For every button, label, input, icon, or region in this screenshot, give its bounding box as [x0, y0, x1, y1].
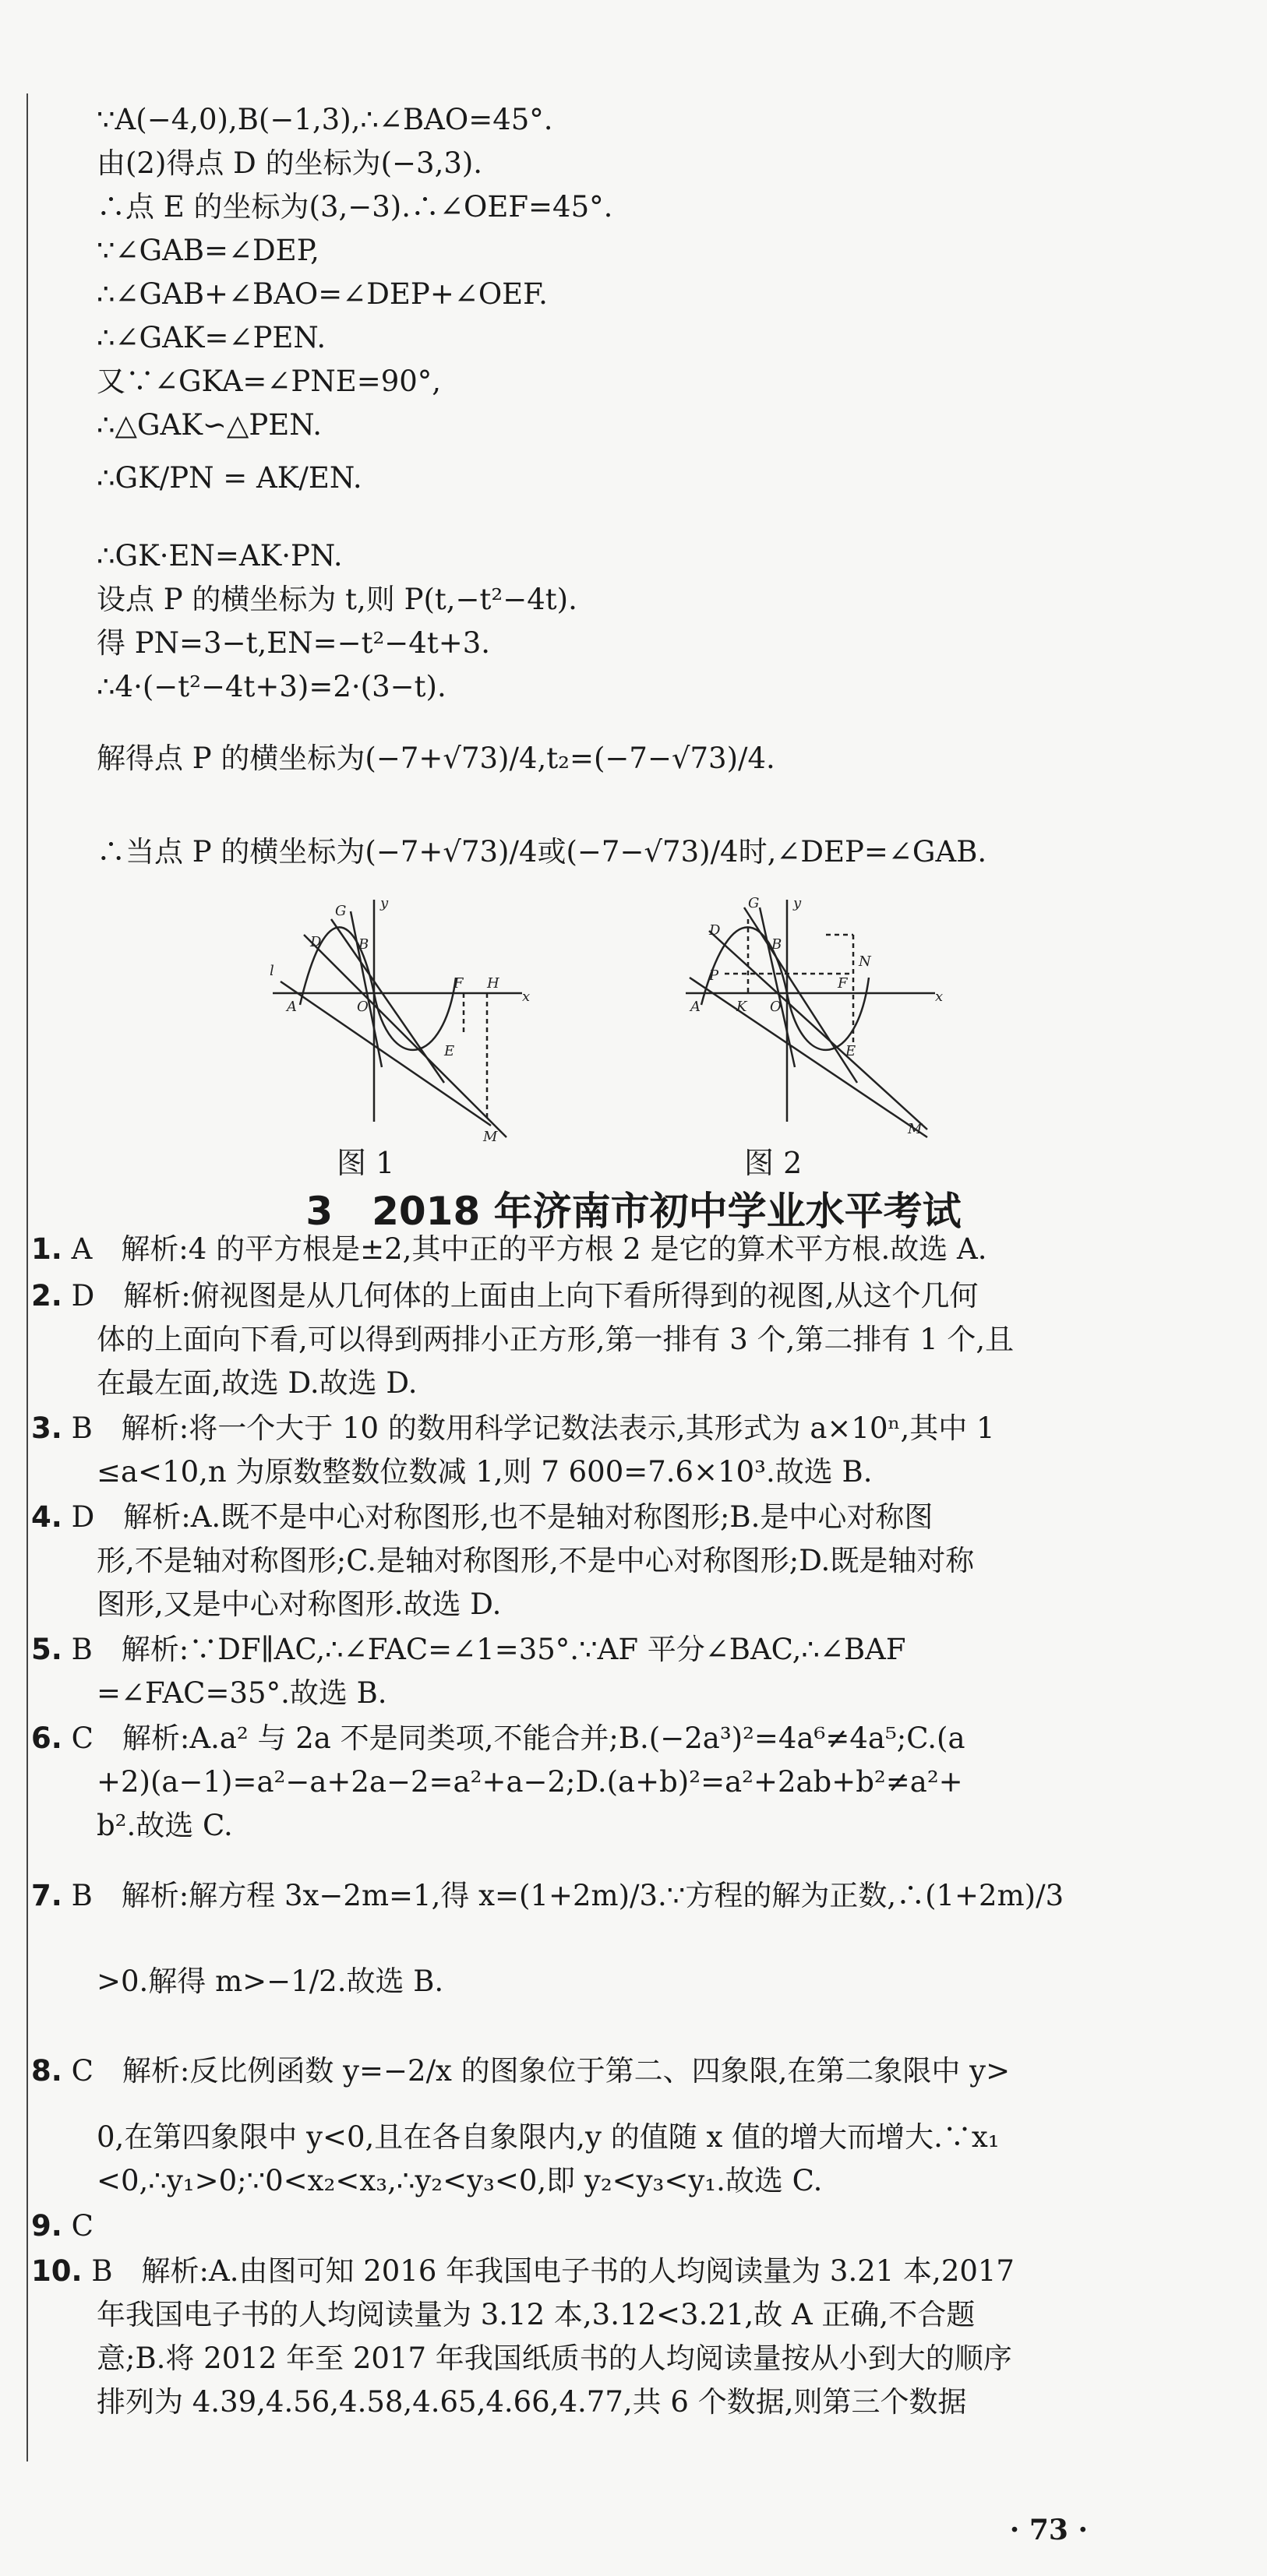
answer-row: 10. B 解析:A.由图可知 2016 年我国电子书的人均阅读量为 3.21 本,2017	[31, 2254, 1015, 2288]
answer-row: 4. D 解析:A.既不是中心对称图形,也不是轴对称图形;B.是中心对称图	[31, 1500, 933, 1534]
label-P: P	[709, 967, 719, 984]
answer-row: 6. C 解析:A.a² 与 2a 不是同类项,不能合并;B.(−2a³)²=4a⁶≠4a⁵;C.(a	[31, 1721, 965, 1755]
label-E: E	[444, 1043, 455, 1059]
derivation-line: 设点 P 的横坐标为 t,则 P(t,−t²−4t).	[97, 583, 577, 616]
line-l	[281, 981, 491, 1126]
line-de	[709, 931, 927, 1129]
derivation-line: 得 PN=3−t,EN=−t²−4t+3.	[97, 626, 491, 660]
label-O: O	[770, 999, 782, 1015]
derivation-line: ∵A(−4,0),B(−1,3),∴∠BAO=45°.	[97, 103, 553, 136]
answer-row: 5. B 解析:∵DF∥AC,∴∠FAC=∠1=35°.∵AF 平分∠BAC,∴∠BAF	[31, 1633, 906, 1666]
derivation-line: 由(2)得点 D 的坐标为(−3,3).	[97, 146, 483, 180]
label-M: M	[483, 1129, 498, 1145]
label-H: H	[487, 975, 499, 992]
label-B: B	[771, 936, 782, 953]
label-G: G	[748, 895, 760, 911]
answer-line: =∠FAC=35°.故选 B.	[97, 1676, 387, 1710]
derivation-line: ∴4·(−t²−4t+3)=2·(3−t).	[97, 670, 446, 703]
answer-row: 7. B 解析:解方程 3x−2m=1,得 x=(1+2m)/3.∵方程的解为正数,∴(1+2m)/3	[31, 1879, 1064, 1912]
label-F: F	[838, 975, 848, 992]
label-B: B	[358, 936, 369, 953]
derivation-line: 解得点 P 的横坐标为(−7+√73)/4,t₂=(−7−√73)/4.	[97, 742, 775, 775]
answer-line: 体的上面向下看,可以得到两排小正方形,第一排有 3 个,第二排有 1 个,且	[97, 1323, 1015, 1356]
answer-row: 1. A 解析:4 的平方根是±2,其中正的平方根 2 是它的算术平方根.故选 A.	[31, 1232, 987, 1266]
label-l: l	[270, 963, 274, 979]
derivation-line: ∴∠GAK=∠PEN.	[97, 321, 326, 354]
answer-line: b².故选 C.	[97, 1809, 233, 1842]
figure-2-caption: 图 2	[744, 1146, 803, 1180]
answer-line: 形,不是轴对称图形;C.是轴对称图形,不是中心对称图形;D.既是轴对称	[97, 1544, 975, 1577]
label-E: E	[845, 1043, 856, 1059]
label-D: D	[310, 934, 322, 950]
line-gb	[351, 911, 382, 1067]
derivation-line: ∴△GAK∽△PEN.	[97, 408, 323, 442]
section-title: 3 2018 年济南市初中学业水平考试	[305, 1189, 962, 1234]
derivation-line: 又∵∠GKA=∠PNE=90°,	[97, 365, 442, 398]
answer-line: +2)(a−1)=a²−a+2a−2=a²+a−2;D.(a+b)²=a²+2ab+b²≠a²+	[97, 1765, 963, 1799]
answer-line: 在最左面,故选 D.故选 D.	[97, 1366, 418, 1400]
answer-row: 8. C 解析:反比例函数 y=−2/x 的图象位于第二、四象限,在第二象限中 y>	[31, 2054, 1011, 2088]
answer-line: <0,∴y₁>0;∵0<x₂<x₃,∴y₂<y₃<0,即 y₂<y₃<y₁.故选 C.	[97, 2164, 823, 2197]
label-y: y	[380, 895, 389, 911]
derivation-line: ∴GK/PN = AK/EN.	[97, 461, 362, 495]
label-D: D	[709, 922, 721, 939]
margin-rule	[26, 93, 28, 2461]
answer-line: 排列为 4.39,4.56,4.58,4.65,4.66,4.77,共 6 个数据,则第三个数据	[97, 2385, 967, 2419]
figure-1	[257, 888, 553, 1153]
label-y: y	[793, 895, 802, 911]
line-gb	[760, 907, 795, 1067]
answer-line: ≤a<10,n 为原数整数位数减 1,则 7 600=7.6×10³.故选 B.	[97, 1455, 873, 1489]
answer-row: 2. D 解析:俯视图是从几何体的上面由上向下看所得到的视图,从这个几何	[31, 1279, 979, 1313]
label-O: O	[357, 999, 369, 1015]
label-x: x	[522, 988, 531, 1005]
line-de	[304, 935, 506, 1137]
derivation-line: ∴∠GAB+∠BAO=∠DEP+∠OEF.	[97, 277, 548, 311]
label-x: x	[935, 988, 944, 1005]
label-A: A	[690, 999, 701, 1015]
page-number: · 73 ·	[1009, 2514, 1088, 2546]
label-N: N	[859, 953, 871, 970]
line-ge	[744, 907, 857, 1083]
answer-row: 3. B 解析:将一个大于 10 的数用科学记数法表示,其形式为 a×10ⁿ,其中 1	[31, 1411, 995, 1445]
derivation-line: ∴GK·EN=AK·PN.	[97, 539, 343, 573]
label-K: K	[736, 999, 747, 1015]
answer-line: 0,在第四象限中 y<0,且在各自象限内,y 的值随 x 值的增大而增大.∵x₁	[97, 2120, 1000, 2154]
line-ge	[331, 919, 444, 1083]
line-l	[690, 978, 927, 1137]
derivation-line: ∴点 E 的坐标为(3,−3).∴∠OEF=45°.	[97, 190, 613, 224]
figure-1-caption: 图 1	[337, 1146, 395, 1180]
answer-line: 年我国电子书的人均阅读量为 3.12 本,3.12<3.21,故 A 正确,不合题	[97, 2298, 976, 2331]
parabola	[300, 927, 456, 1049]
label-A: A	[287, 999, 297, 1015]
answer-line: >0.解得 m>−1/2.故选 B.	[97, 1965, 444, 1998]
answer-line: 图形,又是中心对称图形.故选 D.	[97, 1588, 502, 1621]
answer-row: 9. C	[31, 2209, 94, 2243]
derivation-line: ∵∠GAB=∠DEP,	[97, 234, 319, 267]
answer-line: 意;B.将 2012 年至 2017 年我国纸质书的人均阅读量按从小到大的顺序	[97, 2342, 1012, 2375]
label-M: M	[908, 1121, 923, 1137]
label-G: G	[335, 903, 347, 919]
figure-2	[670, 888, 966, 1153]
label-F: F	[454, 975, 464, 992]
derivation-line: ∴当点 P 的横坐标为(−7+√73)/4或(−7−√73)/4时,∠DEP=∠GAB.	[97, 835, 987, 869]
